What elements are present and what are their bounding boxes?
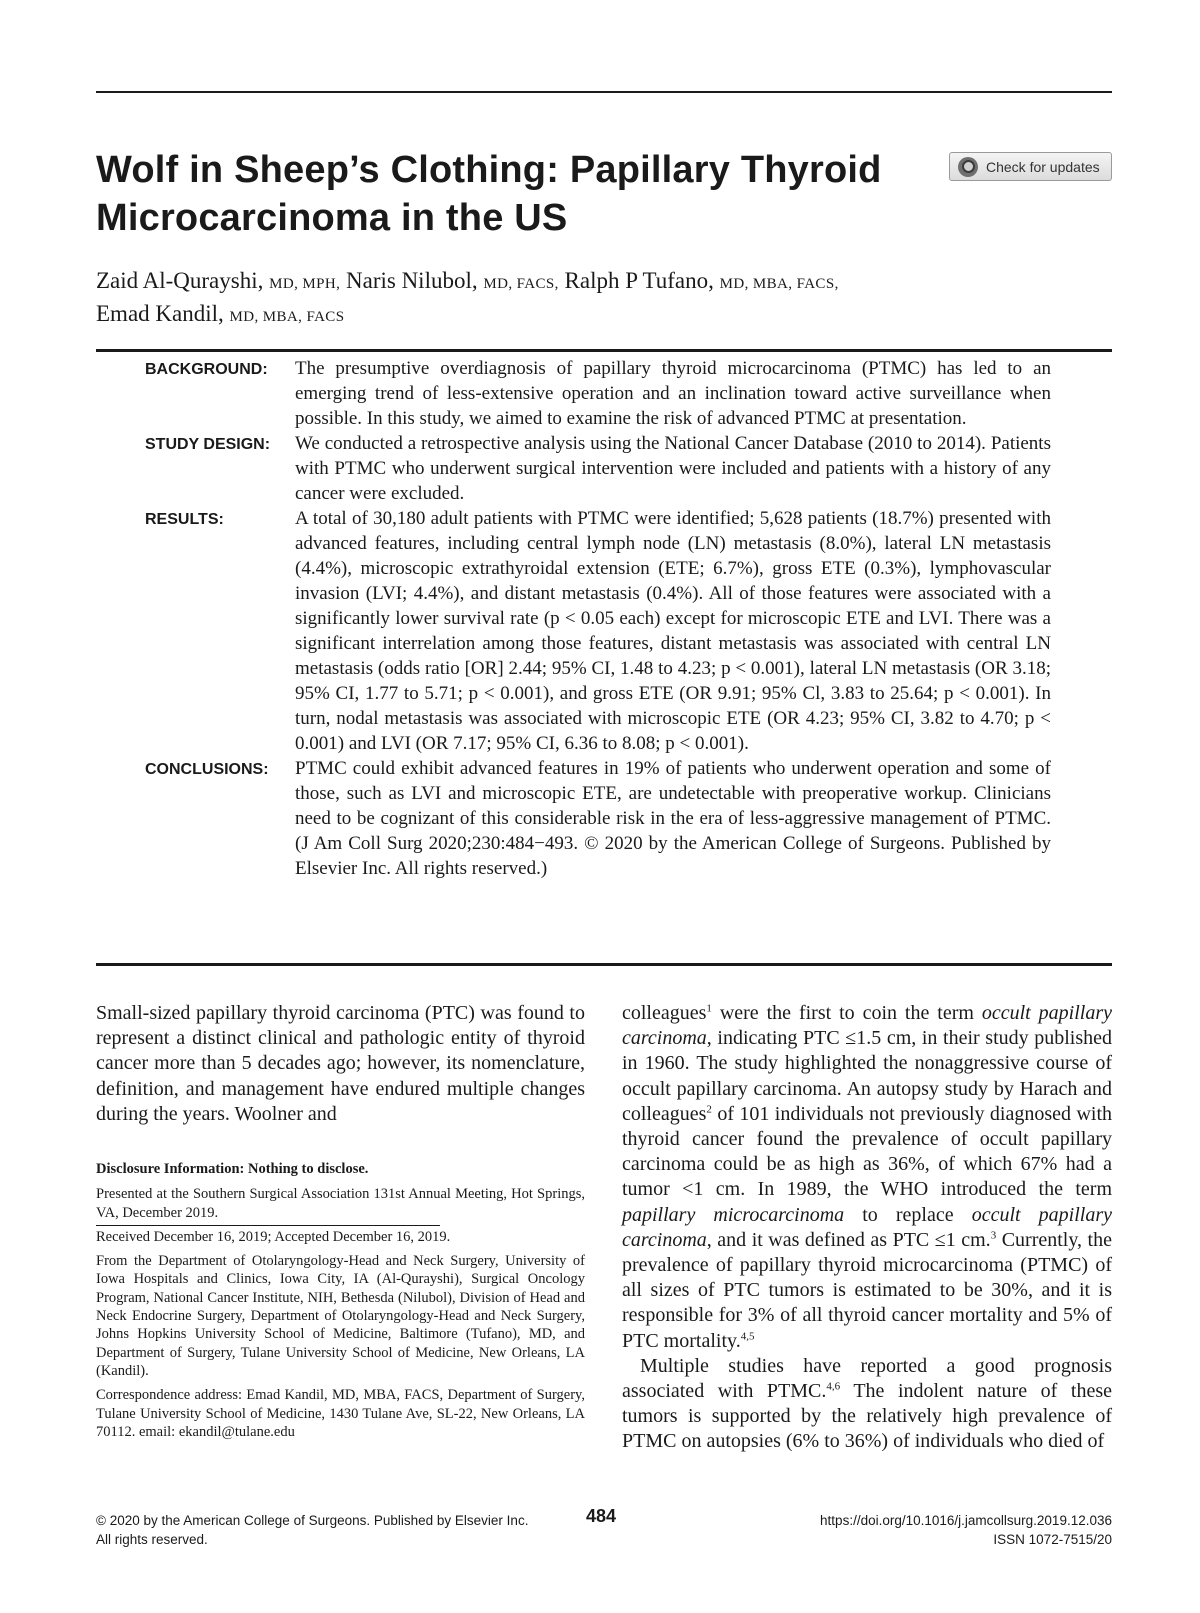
author-degrees: MD, MBA, FACS, bbox=[719, 276, 839, 292]
article-notes bbox=[96, 1160, 585, 1447]
author-degrees: MD, MPH, bbox=[269, 276, 341, 292]
received-note: Received December 16, 2019; Accepted December 16, 2019. bbox=[96, 1228, 451, 1245]
issn: ISSN 1072-7515/20 bbox=[993, 1532, 1112, 1547]
text-run: , indicating PTC ≤1.5 cm, in their study published in 1960. The study highlighted the nonaggressive course of occult papillary carcinoma. An autopsy study by Harach and colleagues bbox=[622, 1027, 1112, 1125]
body-paragraph bbox=[622, 1001, 1112, 1354]
text-run: of 101 individuals not previously diagnosed with thyroid cancer found the prevalence of occult papillary carcinoma could be as high as 36%, of which 67% had a tumor <1 cm. In 1989, the WHO introduced the term bbox=[622, 1102, 1112, 1201]
text-run: Currently, the prevalence of papillary thyroid microcarcinoma (PTMC) of all sizes of PTC tumors is estimated to be 30%, and it is responsible for 3% of all thyroid cancer mortality and 5% of PTC mortality. bbox=[622, 1228, 1112, 1352]
text-run: , and it was defined as PTC ≤1 cm. bbox=[706, 1228, 991, 1251]
doi-link[interactable]: https://doi.org/10.1016/j.jamcollsurg.2019.12.036 bbox=[820, 1513, 1112, 1528]
author-degrees: MD, FACS, bbox=[483, 276, 559, 292]
correspondence-note: Correspondence address: Emad Kandil, MD, MBA, FACS, Department of Surgery, Tulane University School of Medicine, 1430 Tulane Ave, SL-22, New Orleans, LA 70112. email: ekandil@tulane.edu bbox=[96, 1387, 585, 1440]
abstract-conclusions bbox=[145, 756, 1051, 881]
disclosure-note: Disclosure Information: Nothing to disclose. bbox=[96, 1161, 369, 1177]
page-number: 484 bbox=[586, 1506, 617, 1526]
footer-copyright bbox=[96, 1511, 528, 1549]
italic-term: occult papillary carcinoma bbox=[622, 1203, 1112, 1251]
author-degrees: MD, MBA, FACS bbox=[229, 309, 345, 325]
affiliations-note: From the Department of Otolaryngology-Head and Neck Surgery, University of Iowa Hospitals and Clinics, Iowa City, IA (Al-Qurayshi), Surgical Oncology Program, National Cancer Institute, NIH, Bethesda (Nilubol), Division of Head and Neck Endocrine Surgery, Department of Otolaryngology-Head and Neck Surgery, Johns Hopkins University School of Medicine, Baltimore (Tufano), MD, and Department of Surgery, Tulane University School of Medicine, New Orleans, LA (Kandil). bbox=[96, 1253, 585, 1379]
abstract-background bbox=[145, 356, 1051, 431]
body-column-left bbox=[96, 1001, 585, 1127]
text-run: to replace bbox=[844, 1203, 972, 1226]
reference-link[interactable]: 3 bbox=[990, 1229, 997, 1242]
reference-link[interactable]: 1 bbox=[706, 1002, 712, 1015]
crossmark-icon bbox=[958, 157, 978, 177]
article-title: Wolf in Sheep’s Clothing: Papillary Thyroid Microcarcinoma in the US bbox=[96, 149, 882, 239]
italic-term: occult papillary carcinoma bbox=[622, 1002, 1112, 1050]
abstract-section-label: STUDY DESIGN: bbox=[145, 436, 271, 453]
author-name: Zaid Al-Qurayshi, bbox=[96, 268, 264, 293]
copyright-line: © 2020 by the American College of Surgeons. Published by Elsevier Inc. bbox=[96, 1513, 529, 1528]
notes-divider bbox=[96, 1225, 440, 1226]
author-list bbox=[96, 266, 1096, 332]
abstract-section-text: A total of 30,180 adult patients with PTMC were identified; 5,628 patients (18.7%) presented with advanced features, including central lymph node (LN) metastasis (8.0%), lateral LN metastasis (4.4%), microscopic extrathyroidal extension (ETE; 6.7%), gross ETE (0.3%), lymphovascular invasion (LVI; 4.4%), and distant metastasis (0.4%). All of those features were associated with a significantly lower survival rate (p < 0.05 each) except for microscopic ETE and LVI. There was a significant interrelation among those features, distant metastasis was associated with central LN metastasis (odds ratio [OR] 2.44; 95% CI, 1.48 to 4.23; p < 0.001), lateral LN metastasis (OR 3.18; 95% CI, 1.77 to 5.71; p < 0.001), and gross ETE (OR 9.91; 95% Cl, 3.83 to 25.64; p < 0.001). In turn, nodal metastasis was associated with microscopic ETE (OR 4.23; 95% CI, 3.82 to 4.70; p < 0.001) and LVI (OR 7.17; 95% CI, 6.36 to 8.08; p < 0.001). bbox=[295, 508, 1051, 754]
author-name: Naris Nilubol, bbox=[346, 268, 478, 293]
reference-link[interactable]: 4,6 bbox=[826, 1380, 841, 1393]
abstract-bottom-rule bbox=[96, 963, 1112, 966]
text-run: colleagues bbox=[622, 1002, 707, 1024]
body-paragraph bbox=[622, 1354, 1112, 1455]
text-run: Multiple studies have reported a good prognosis associated with PTMC. bbox=[622, 1354, 1112, 1403]
reference-link[interactable]: 2 bbox=[706, 1103, 712, 1116]
abstract-section-text: We conducted a retrospective analysis using the National Cancer Database (2010 to 2014). Patients with PTMC who underwent surgical intervention were included and patients with a history of any cancer were excluded. bbox=[295, 433, 1051, 504]
abstract-top-rule bbox=[96, 349, 1112, 352]
abstract-section-text: PTMC could exhibit advanced features in 19% of patients who underwent operation and some of those, such as LVI and microscopic ETE, are undetectable with preoperative workup. Clinicians need to be cognizant of this considerable risk in the era of less-aggressive management of PTMC. (J Am Coll Surg 2020;230:484−493. © 2020 by the American College of Surgeons. Published by Elsevier Inc. All rights reserved.) bbox=[295, 758, 1051, 879]
footer-identifiers bbox=[820, 1511, 1112, 1549]
copyright-line: All rights reserved. bbox=[96, 1532, 208, 1547]
abstract bbox=[145, 356, 1051, 881]
italic-term: papillary microcarcinoma bbox=[622, 1203, 845, 1226]
reference-link[interactable]: 4,5 bbox=[740, 1329, 755, 1342]
text-run: were the first to coin the term bbox=[711, 1002, 982, 1024]
presented-note: Presented at the Southern Surgical Association 131st Annual Meeting, Hot Springs, VA, December 2019. bbox=[96, 1186, 585, 1221]
abstract-results bbox=[145, 506, 1051, 756]
abstract-section-label: CONCLUSIONS: bbox=[145, 761, 269, 778]
check-for-updates-button[interactable] bbox=[949, 152, 1112, 181]
check-for-updates-label: Check for updates bbox=[986, 158, 1100, 175]
abstract-study-design bbox=[145, 431, 1051, 506]
author-name: Emad Kandil, bbox=[96, 301, 224, 326]
author-name: Ralph P Tufano, bbox=[564, 268, 714, 293]
text-run: The indolent nature of these tumors is supported by the relatively high prevalence of PTMC on autopsies (6% to 36%) of individuals who died of bbox=[622, 1380, 1112, 1453]
body-paragraph: Small-sized papillary thyroid carcinoma (PTC) was found to represent a distinct clinical and pathologic entity of thyroid cancer more than 5 decades ago; however, its nomenclature, definition, and management have endured multiple changes during the years. Woolner and bbox=[96, 1002, 585, 1125]
top-rule bbox=[96, 91, 1112, 93]
abstract-section-text: The presumptive overdiagnosis of papillary thyroid microcarcinoma (PTMC) has led to an emerging trend of less-extensive operation and an inclination toward active surveillance when possible. In this study, we aimed to examine the risk of advanced PTMC at presentation. bbox=[295, 358, 1051, 429]
body-column-right bbox=[622, 1001, 1112, 1455]
abstract-section-label: RESULTS: bbox=[145, 511, 224, 528]
abstract-section-label: BACKGROUND: bbox=[145, 361, 268, 378]
